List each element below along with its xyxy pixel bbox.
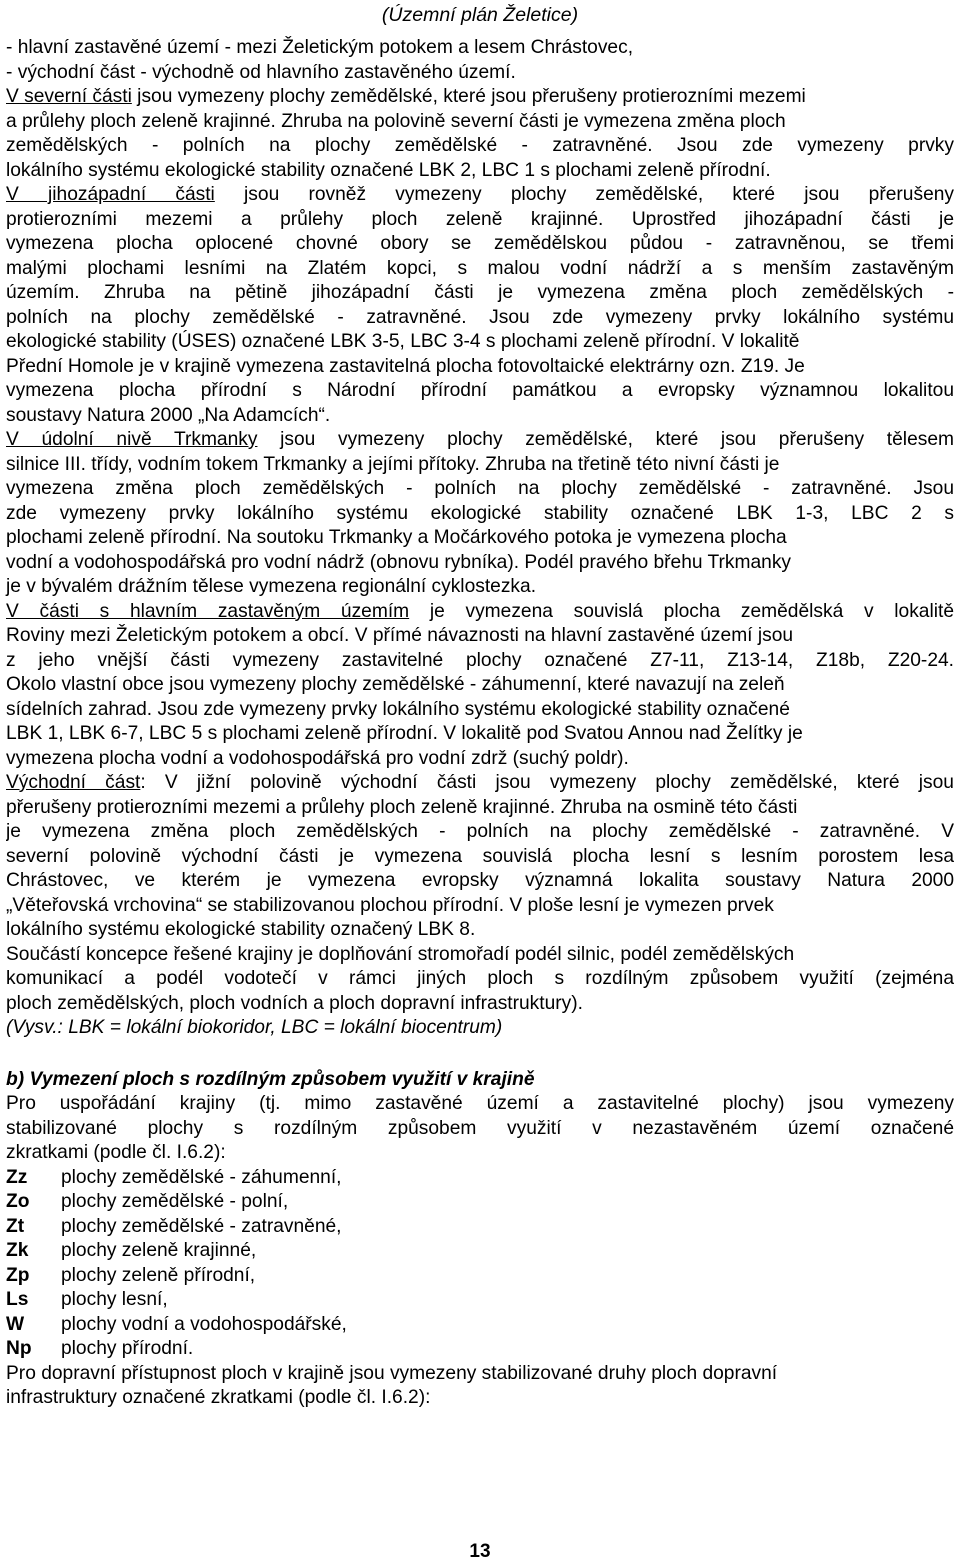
- section-label: V jihozápadní části: [6, 184, 215, 205]
- paragraph-line: plochami zeleně přírodní. Na soutoku Trkmanky a Močárkového potoka je vymezena plocha: [6, 527, 787, 548]
- paragraph-line: V severní části jsou vymezeny plochy zemědělské, které jsou přerušeny protierozními mezemi: [6, 86, 806, 107]
- paragraph-line: Roviny mezi Želetickým potokem a obcí. V přímé návaznosti na hlavní zastavěné území jsou: [6, 625, 794, 646]
- code-item: [6, 1239, 954, 1264]
- paragraph-line: vymezena plocha vodní a vodohospodářská pro vodní zdrž (suchý poldr).: [6, 747, 629, 769]
- paragraph-line: lokálního systému ekologické stability označený LBK 8.: [6, 919, 476, 940]
- paragraph-line: vymezena plocha oplocené chovné obory se zemědělskou půdou - zatravněnou, se třemi: [6, 233, 954, 254]
- code-abbr: Zo: [6, 1191, 30, 1212]
- abbreviation-note: (Vysv.: LBK = lokální biokoridor, LBC = lokální biocentrum): [6, 1017, 503, 1038]
- paragraph-line: přerušeny protierozními mezemi a průlehy ploch zeleně krajinné. Zhruba na osmině této části: [6, 796, 798, 818]
- paragraph-line: z jeho vnější části vymezeny zastavitelné plochy označené Z7-11, Z13-14, Z18b, Z20-24.: [6, 649, 954, 671]
- paragraph-line: ploch zemědělských, ploch vodních a ploch dopravní infrastruktury).: [6, 992, 583, 1014]
- code-item: [6, 1190, 954, 1215]
- paragraph-line: soustavy Natura 2000 „Na Adamcích“.: [6, 404, 331, 426]
- code-abbr: W: [6, 1313, 25, 1335]
- section-heading: b) Vymezení ploch s rozdílným způsobem využití v krajině: [6, 1068, 535, 1090]
- paragraph-line: Pro dopravní přístupnost ploch v krajině jsou vymezeny stabilizované druhy ploch dopravní: [6, 1362, 778, 1384]
- paragraph-line: V části s hlavním zastavěným územím je vymezena souvislá plocha zemědělská v lokalitě: [6, 600, 954, 622]
- code-abbr: Zt: [6, 1215, 25, 1237]
- paragraph-line: „Věteřovská vrchovina“ se stabilizovanou plochou přírodní. V ploše lesní je vymezen prvek: [6, 894, 774, 916]
- paragraph-line: V údolní nivě Trkmanky jsou vymezeny plochy zemědělské, které jsou přerušeny tělesem: [6, 429, 954, 450]
- paragraph-line: Součástí koncepce řešené krajiny je doplňování stromořadí podél silnic, podél zemědělských: [6, 943, 795, 965]
- paragraph-line: Východní část: V jižní polovině východní části jsou vymezeny plochy zemědělské, které jsou: [6, 772, 954, 793]
- paragraph-line: protierozními mezemi a průlehy ploch zeleně krajinné. Uprostřed jihozápadní části je: [6, 208, 954, 230]
- paragraph-line: Okolo vlastní obce jsou vymezeny plochy zemědělské - záhumenní, které navazují na zeleň: [6, 674, 785, 695]
- code-item: [6, 1264, 954, 1289]
- code-item: [6, 1288, 954, 1313]
- page-number: 13: [469, 1541, 491, 1562]
- section-label: V části s hlavním zastavěným územím: [6, 600, 410, 622]
- paragraph-line: ekologické stability (ÚSES) označené LBK 3-5, LBC 3-4 s plochami zeleně přírodní. V lokalitě: [6, 331, 800, 352]
- paragraph-line: a průlehy ploch zeleně krajinné. Zhruba na polovině severní části je vymezena změna ploch: [6, 110, 786, 132]
- paragraph-line: vymezena plocha přírodní s Národní přírodní památkou a evropsky významnou lokalitou: [6, 380, 954, 401]
- code-desc: plochy zeleně přírodní,: [61, 1264, 256, 1286]
- paragraph-line: stabilizované plochy s rozdílným způsobem využití v nezastavěném území označené: [6, 1117, 954, 1139]
- code-desc: plochy zemědělské - zatravněné,: [61, 1215, 342, 1237]
- code-item: [6, 1313, 954, 1338]
- paragraph-line: vymezena změna ploch zemědělských - polních na plochy zemědělské - zatravněné. Jsou: [6, 478, 954, 499]
- paragraph-line: je vymezena změna ploch zemědělských - polních na plochy zemědělské - zatravněné. V: [6, 821, 954, 842]
- document-page: [6, 0, 954, 1565]
- paragraph-line: zemědělských - polních na plochy zemědělské - zatravněné. Jsou zde vymezeny prvky: [6, 135, 954, 156]
- paragraph-line: vodní a vodohospodářská pro vodní nádrž (obnovu rybníka). Podél pravého břehu Trkmanky: [6, 551, 792, 573]
- paragraph-line: infrastruktury označené zkratkami (podle čl. I.6.2):: [6, 1387, 431, 1408]
- document-header: (Územní plán Želetice): [381, 4, 579, 26]
- code-desc: plochy zemědělské - polní,: [61, 1191, 289, 1212]
- paragraph-line: zde vymezeny prvky lokálního systému ekologické stability označené LBK 1-3, LBC 2 s: [6, 502, 954, 524]
- section-label: Východní část: [6, 772, 141, 793]
- code-abbr: Zk: [6, 1240, 29, 1261]
- paragraph-line: severní polovině východní části je vymezena souvislá plocha lesní s lesním porostem lesa: [6, 845, 954, 867]
- paragraph-line: sídelních zahrad. Jsou zde vymezeny prvky lokálního systému ekologické stability označené: [6, 698, 790, 720]
- paragraph-line: polních na plochy zemědělské - zatravněné. Jsou zde vymezeny prvky lokálního systému: [6, 306, 954, 328]
- code-abbr: Np: [6, 1338, 32, 1359]
- paragraph-line: je v bývalém drážním tělese vymezena regionální cyklostezka.: [6, 576, 537, 597]
- code-desc: plochy zemědělské - záhumenní,: [61, 1166, 342, 1188]
- paragraph-line: komunikací a podél vodotečí v rámci jiných ploch s rozdílným způsobem využití (zejména: [6, 968, 954, 989]
- paragraph-line: silnice III. třídy, vodním tokem Trkmanky a jejími přítoky. Zhruba na třetině této nivní části je: [6, 453, 780, 475]
- section-label: V údolní nivě Trkmanky: [6, 429, 258, 450]
- bullet-item: - východní část - východně od hlavního zastavěného území.: [6, 61, 516, 83]
- paragraph-line: malými plochami lesními na Zlatém kopci, s malou vodní nádrží a s menším zastavěným: [6, 257, 954, 279]
- bullet-item: - hlavní zastavěné území - mezi Želetickým potokem a lesem Chrástovec,: [6, 37, 634, 58]
- paragraph-line: Pro uspořádání krajiny (tj. mimo zastavěné území a zastavitelné plochy) jsou vymezeny: [6, 1093, 954, 1114]
- paragraph-line: územím. Zhruba na pětině jihozápadní části je vymezena změna ploch zemědělských -: [6, 282, 954, 303]
- paragraph-line: lokálního systému ekologické stability označené LBK 2, LBC 1 s plochami zeleně přírodní.: [6, 159, 771, 181]
- paragraph-line: Přední Homole je v krajině vymezena zastavitelná plocha fotovoltaické elektrárny ozn. Z19. Je: [6, 355, 805, 377]
- paragraph-line: Chrástovec, ve kterém je vymezena evropsky významná lokalita soustavy Natura 2000: [6, 870, 954, 891]
- code-desc: plochy zeleně krajinné,: [61, 1240, 257, 1261]
- paragraph-line: LBK 1, LBK 6-7, LBC 5 s plochami zeleně přírodní. V lokalitě pod Svatou Annou nad Želítky je: [6, 723, 803, 744]
- code-item: [6, 1215, 954, 1240]
- code-desc: plochy vodní a vodohospodářské,: [61, 1313, 347, 1335]
- paragraph-line: V jihozápadní části jsou rovněž vymezeny plochy zemědělské, které jsou přerušeny: [6, 184, 954, 205]
- code-desc: plochy přírodní.: [61, 1338, 194, 1359]
- code-desc: plochy lesní,: [61, 1289, 168, 1310]
- code-abbr: Zp: [6, 1264, 30, 1286]
- section-label: V severní části: [6, 86, 132, 107]
- code-item: [6, 1337, 954, 1362]
- code-abbr: Ls: [6, 1289, 29, 1310]
- code-abbr: Zz: [6, 1166, 28, 1188]
- code-item: [6, 1166, 954, 1191]
- spacer: [6, 1041, 954, 1068]
- paragraph-line: zkratkami (podle čl. I.6.2):: [6, 1142, 226, 1163]
